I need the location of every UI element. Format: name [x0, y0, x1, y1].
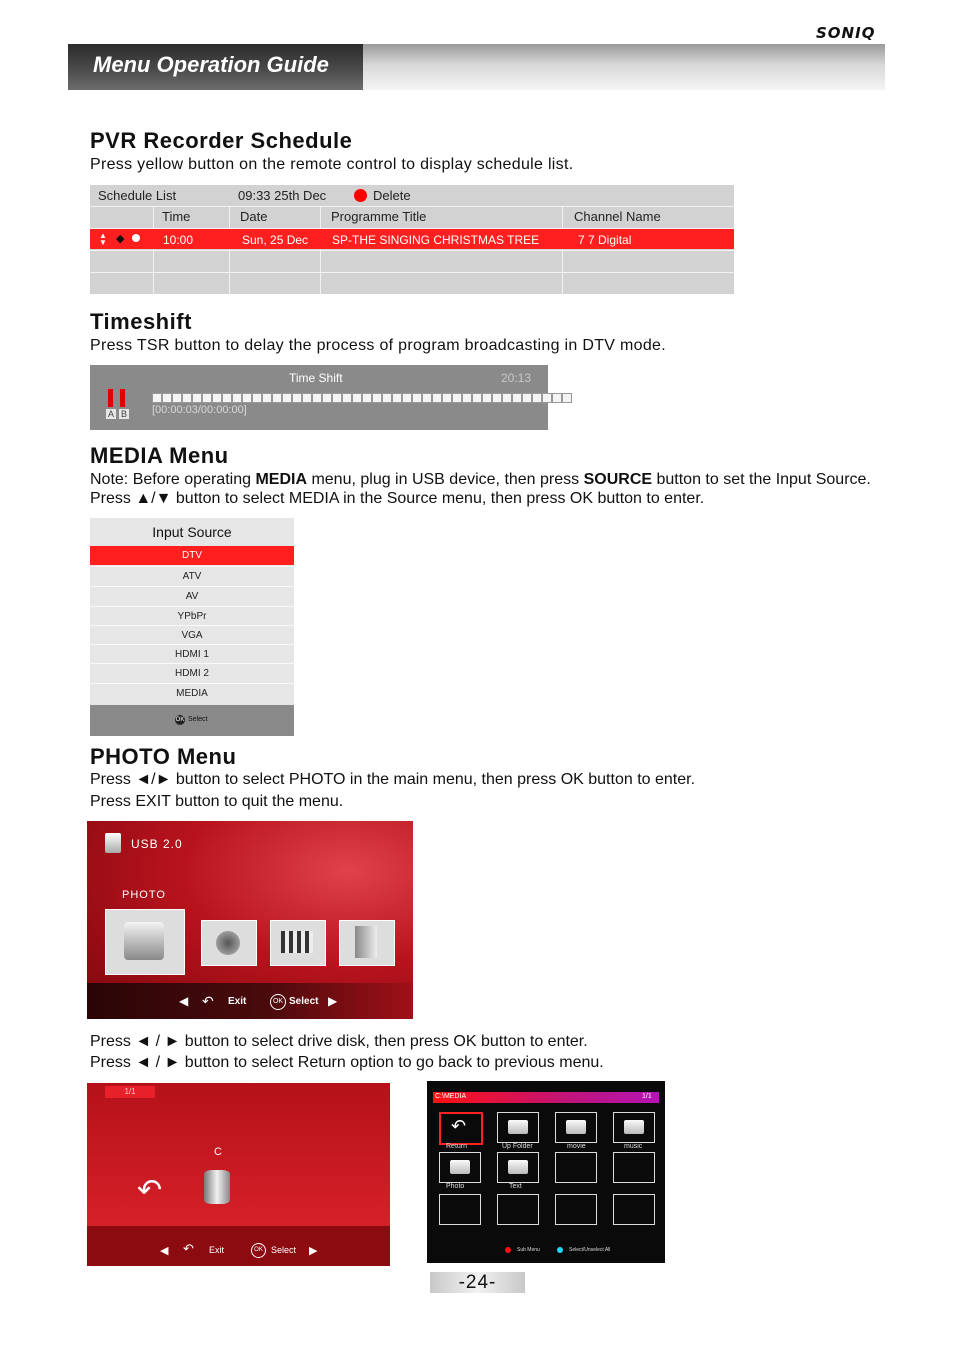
row-channel: 7 7 Digital	[578, 233, 632, 247]
timeshift-title: Time Shift	[289, 371, 343, 385]
schedule-list-label: Schedule List	[98, 188, 177, 203]
banner-title: Menu Operation Guide	[93, 52, 329, 77]
drive-area	[87, 1083, 390, 1226]
pvr-heading: PVR Recorder Schedule	[90, 128, 353, 153]
folder-icon	[566, 1120, 586, 1134]
drive-select-screen	[87, 1083, 390, 1266]
empty-cell[interactable]	[497, 1194, 539, 1225]
red-button-icon	[505, 1247, 511, 1253]
empty-cell[interactable]	[613, 1152, 655, 1183]
progress-segment	[192, 393, 202, 403]
drive-icon[interactable]	[204, 1170, 230, 1204]
exit-label[interactable]: Exit	[209, 1245, 225, 1255]
progress-segment	[562, 393, 572, 403]
progress-segment	[282, 393, 292, 403]
empty-cell[interactable]	[439, 1194, 481, 1225]
path-bar	[433, 1092, 659, 1103]
progress-segment	[272, 393, 282, 403]
camera-icon	[124, 922, 164, 960]
progress-segment	[172, 393, 182, 403]
sub-menu-hint: Sub Menu	[517, 1247, 540, 1253]
progress-segment	[552, 393, 562, 403]
schedule-list	[90, 185, 734, 294]
schedule-clock: 09:33 25th Dec	[238, 188, 327, 203]
progress-segment	[262, 393, 272, 403]
source-item-atv[interactable]: ATV	[90, 566, 294, 586]
book-icon	[355, 926, 377, 958]
media-line2: Press ▲/▼ button to select MEDIA in the Source menu, then press OK button to enter.	[90, 490, 705, 507]
folder-icon	[508, 1160, 528, 1174]
pvr-text: Press yellow button on the remote control to display schedule list.	[90, 156, 574, 173]
pause-icon	[120, 389, 125, 407]
progress-segment	[472, 393, 482, 403]
photo-menu-footer	[87, 983, 413, 1019]
progress-segment	[492, 393, 502, 403]
select-hint: Select	[188, 716, 208, 723]
text-tile[interactable]	[339, 920, 395, 966]
diamond-icon: ◆	[116, 233, 125, 245]
usb-icon	[105, 833, 121, 853]
exit-icon: ↶	[183, 1241, 194, 1256]
progress-segment	[452, 393, 462, 403]
drive-line2: Press ◄ / ► button to select Return option to go back to previous menu.	[90, 1054, 604, 1071]
progress-segment	[212, 393, 222, 403]
up-down-icon: ▲ ▼	[99, 231, 107, 247]
timeshift-clock: 20:13	[501, 371, 532, 385]
b-marker: B	[120, 409, 127, 419]
label-up-folder: Up Folder	[502, 1143, 533, 1150]
select-all-hint: Select/Unselect All	[569, 1247, 611, 1253]
progress-segment	[522, 393, 532, 403]
return-cell[interactable]	[439, 1112, 483, 1145]
ok-icon: OK	[175, 717, 185, 723]
progress-segment	[422, 393, 432, 403]
row-title: SP-THE SINGING CHRISTMAS TREE	[332, 233, 540, 247]
select-label[interactable]: Select	[271, 1245, 297, 1255]
progress-segment	[182, 393, 192, 403]
music-disc-icon	[216, 931, 240, 955]
ok-icon: OK	[270, 994, 286, 1010]
drive-letter: C	[214, 1146, 222, 1158]
source-item-media[interactable]: MEDIA	[90, 683, 294, 703]
label-text: Text	[509, 1183, 522, 1190]
empty-cell[interactable]	[555, 1152, 597, 1183]
delete-label[interactable]: Delete	[373, 188, 411, 203]
timeshift-position: [00:00:03/00:00:00]	[152, 404, 247, 416]
exit-icon: ↶	[202, 993, 214, 1009]
progress-segment	[502, 393, 512, 403]
progress-segment	[162, 393, 172, 403]
browser-page: 1/1	[642, 1093, 652, 1100]
progress-segment	[292, 393, 302, 403]
folder-icon	[508, 1120, 528, 1134]
text-folder-cell[interactable]	[497, 1152, 539, 1183]
label-return: Return	[446, 1143, 468, 1150]
path-label: C:\MEDIA	[435, 1093, 467, 1100]
photo-heading: PHOTO Menu	[90, 744, 237, 769]
clock-icon	[132, 234, 140, 242]
label-movie: movie	[567, 1143, 586, 1150]
right-arrow-icon[interactable]: ▶	[328, 994, 338, 1008]
exit-label[interactable]: Exit	[228, 996, 247, 1007]
photo-line2: Press EXIT button to quit the menu.	[90, 793, 344, 810]
music-tile[interactable]	[201, 920, 257, 966]
page-number: -24-	[430, 1272, 525, 1293]
drive-page-badge: 1/1	[105, 1086, 155, 1098]
photo-tile[interactable]	[105, 909, 185, 975]
source-item-dtv[interactable]: DTV	[90, 546, 294, 565]
brand-logo: SONIQ	[816, 24, 876, 42]
folder-icon	[450, 1160, 470, 1174]
progress-segment	[542, 393, 552, 403]
clapper-icon	[281, 931, 313, 953]
up-folder-cell[interactable]	[497, 1112, 539, 1143]
drive-line1: Press ◄ / ► button to select drive disk, then press OK button to enter.	[90, 1033, 588, 1050]
drive-footer	[87, 1226, 390, 1266]
blue-button-icon	[557, 1247, 563, 1253]
a-marker: A	[107, 409, 114, 419]
progress-segment	[402, 393, 412, 403]
progress-segment	[322, 393, 332, 403]
photo-item-label: PHOTO	[122, 889, 166, 901]
media-heading: MEDIA Menu	[90, 443, 229, 468]
row-time: 10:00	[163, 233, 194, 247]
select-label[interactable]: Select	[289, 996, 319, 1007]
input-source-footer	[90, 705, 294, 736]
red-button-icon	[354, 189, 367, 202]
empty-cell[interactable]	[555, 1194, 597, 1225]
progress-segment	[442, 393, 452, 403]
progress-segment	[532, 393, 542, 403]
empty-cell[interactable]	[613, 1194, 655, 1225]
progress-segment	[232, 393, 242, 403]
label-music: music	[624, 1143, 643, 1150]
photo-line1: Press ◄/► button to select PHOTO in the main menu, then press OK button to enter.	[90, 771, 696, 788]
music-folder-cell[interactable]	[613, 1112, 655, 1143]
progress-segment	[252, 393, 262, 403]
folder-icon	[624, 1120, 644, 1134]
timeshift-text: Press TSR button to delay the process of program broadcasting in DTV mode.	[90, 337, 666, 354]
progress-segment	[332, 393, 342, 403]
input-source-menu	[90, 518, 294, 736]
timeshift-panel	[90, 365, 548, 430]
ok-icon: OK	[251, 1243, 266, 1258]
media-browser	[427, 1081, 665, 1263]
progress-segment	[202, 393, 212, 403]
progress-segment	[482, 393, 492, 403]
progress-segment	[302, 393, 312, 403]
table-row[interactable]	[90, 229, 734, 249]
input-source-title: Input Source	[152, 524, 232, 540]
column-date: Date	[240, 209, 268, 224]
progress-segment	[242, 393, 252, 403]
progress-segment	[512, 393, 522, 403]
progress-segment	[312, 393, 322, 403]
return-icon[interactable]: ↶	[137, 1174, 163, 1207]
pause-icon	[108, 389, 113, 407]
progress-segment	[392, 393, 402, 403]
photo-main-menu	[87, 821, 413, 1019]
progress-segment	[352, 393, 362, 403]
movie-tile[interactable]	[270, 920, 326, 966]
column-time: Time	[162, 209, 191, 224]
progress-segment	[412, 393, 422, 403]
progress-segment	[342, 393, 352, 403]
progress-segment	[372, 393, 382, 403]
right-arrow-icon[interactable]: ▶	[309, 1245, 318, 1257]
source-item-hdmi2[interactable]: HDMI 2	[90, 663, 294, 683]
progress-segment	[222, 393, 232, 403]
left-arrow-icon[interactable]: ◀	[179, 994, 189, 1008]
timeshift-heading: Timeshift	[90, 309, 192, 334]
media-line1: Note: Before operating MEDIA menu, plug in USB device, then press SOURCE button to set the Input Source.	[90, 471, 871, 488]
progress-segment	[432, 393, 442, 403]
source-item-av[interactable]: AV	[90, 586, 294, 606]
progress-segment	[462, 393, 472, 403]
usb-label: USB 2.0	[131, 837, 183, 851]
photo-folder-cell[interactable]	[439, 1152, 481, 1183]
progress-segment	[152, 393, 162, 403]
left-arrow-icon[interactable]: ◀	[160, 1245, 169, 1257]
progress-segment	[382, 393, 392, 403]
progress-segment	[362, 393, 372, 403]
timeshift-progress-bar[interactable]	[152, 393, 572, 403]
source-item-hdmi1[interactable]: HDMI 1	[90, 644, 294, 664]
label-photo: Photo	[446, 1183, 465, 1190]
movie-folder-cell[interactable]	[555, 1112, 597, 1143]
column-channel: Channel Name	[574, 209, 661, 224]
return-icon: ↶	[451, 1116, 467, 1136]
source-item-vga[interactable]: VGA	[90, 625, 294, 645]
source-item-ypbpr[interactable]: YPbPr	[90, 606, 294, 626]
column-title: Programme Title	[331, 209, 427, 224]
row-date: Sun, 25 Dec	[242, 233, 309, 247]
